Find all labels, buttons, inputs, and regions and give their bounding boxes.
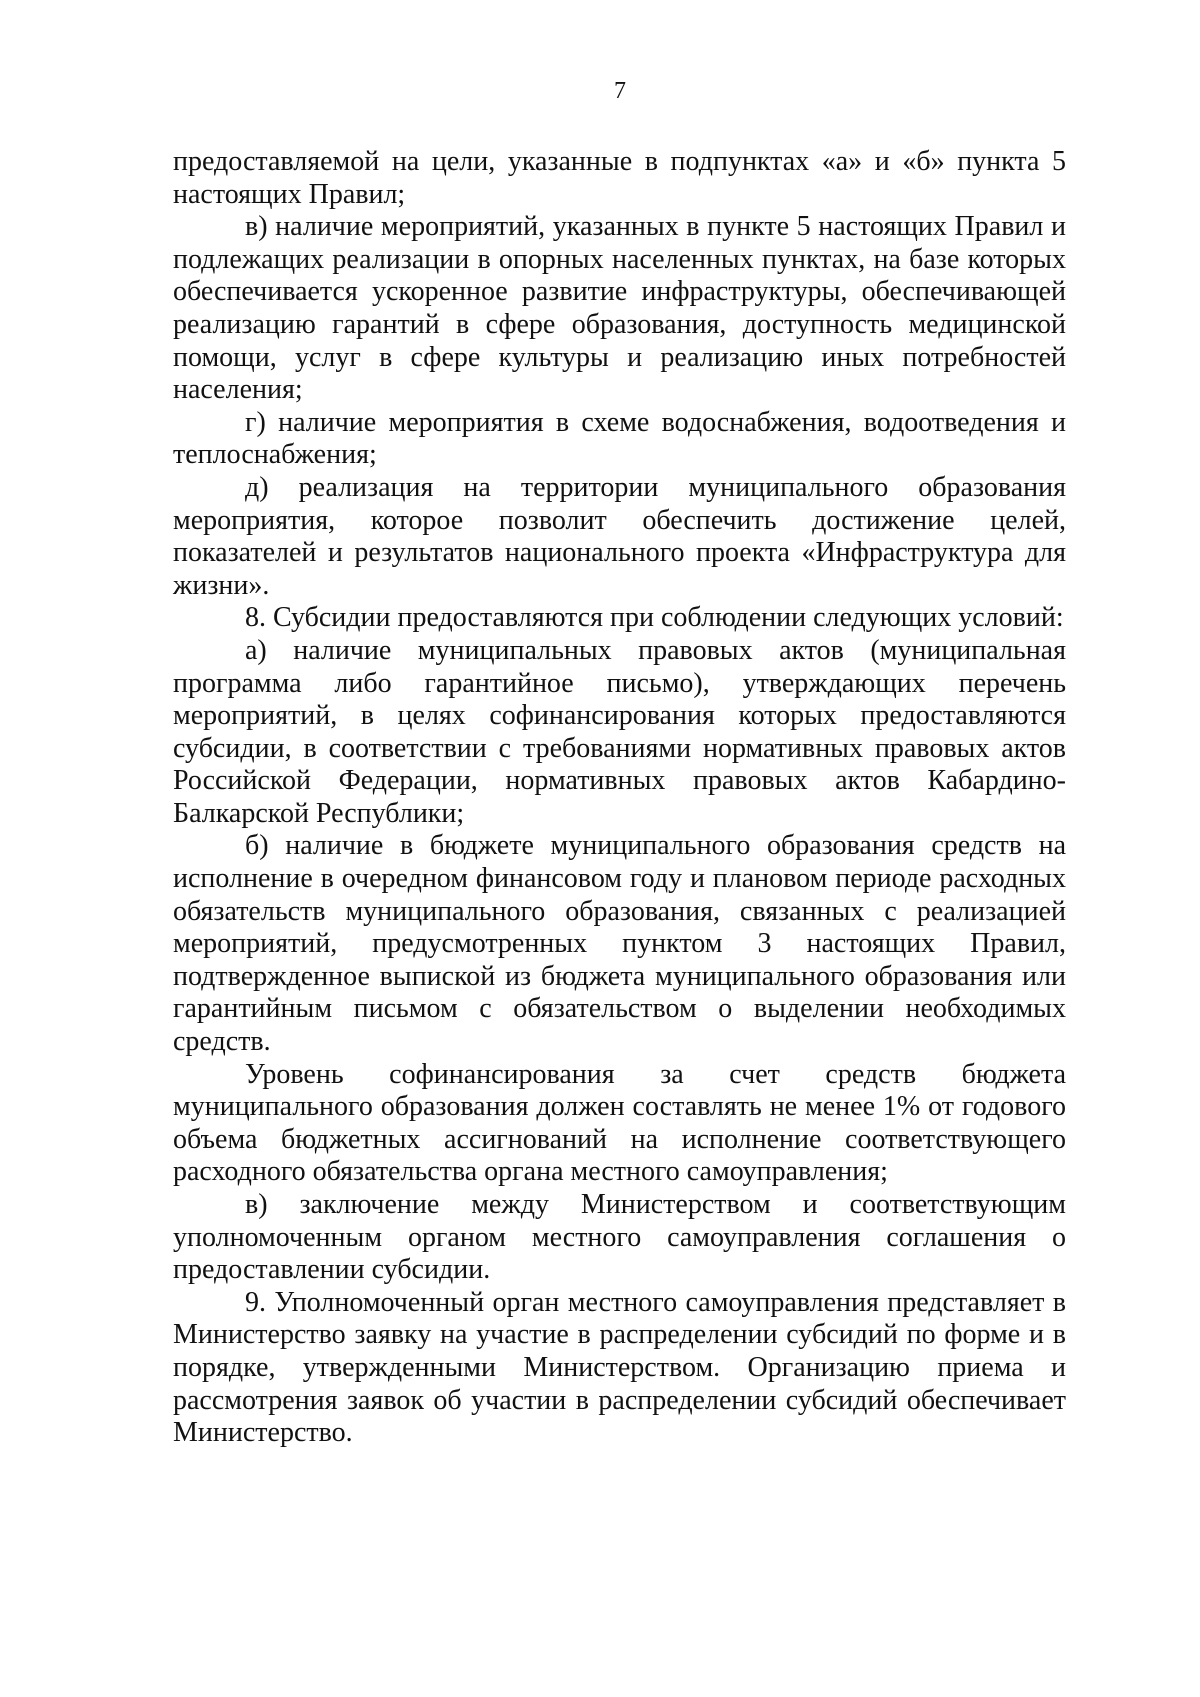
paragraph-item-b: б) наличие в бюджете муниципального образования средств на исполнение в очередном финансовом году и плановом периоде расходных обязательств муниципального образования, связанных с реализацией мероприятий, предусмотренных пунктом 3 настоящих Правил, подтвержденное выпиской из бюджета муниципального образования или гарантийным письмом с обязательством о выделении необходимых средств. — [173, 830, 1066, 1058]
paragraph-section-9: 9. Уполномоченный орган местного самоуправления представляет в Министерство заявку на участие в распределении субсидий по форме и в порядке, утвержденными Министерством. Организацию приема и рассмотрения заявок об участии в распределении субсидий обеспечивает Министерство. — [173, 1286, 1066, 1449]
paragraph-item-d: д) реализация на территории муниципального образования мероприятия, которое позволит обеспечить достижение целей, показателей и результатов национального проекта «Инфраструктура для жизни». — [173, 471, 1066, 601]
paragraph-item-a: а) наличие муниципальных правовых актов (муниципальная программа либо гарантийное письмо), утверждающих перечень мероприятий, в целях софинансирования которых предоставляются субсидии, в соответствии с требованиями нормативных правовых актов Российской Федерации, нормативных правовых актов Кабардино-Балкарской Республики; — [173, 634, 1066, 829]
document-body — [173, 146, 1066, 1450]
page-number: 7 — [614, 78, 626, 104]
paragraph-cofinancing-level: Уровень софинансирования за счет средств бюджета муниципального образования должен составлять не менее 1% от годового объема бюджетных ассигнований на исполнение соответствующего расходного обязательства органа местного самоуправления; — [173, 1058, 1066, 1188]
paragraph-section-8: 8. Субсидии предоставляются при соблюдении следующих условий: — [245, 602, 1064, 634]
paragraph-item-v: в) наличие мероприятий, указанных в пункте 5 настоящих Правил и подлежащих реализации в опорных населенных пунктах, на базе которых обеспечивается ускоренное развитие инфраструктуры, обеспечивающей реализацию гарантий в сфере образования, доступность медицинской помощи, услуг в сфере культуры и реализацию иных потребностей населения; — [173, 211, 1066, 406]
paragraph-continuation: предоставляемой на цели, указанные в подпунктах «а» и «б» пункта 5 настоящих Правил; — [173, 146, 1066, 210]
paragraph-item-v-agreement: в) заключение между Министерством и соответствующим уполномоченным органом местного самоуправления соглашения о предоставлении субсидии. — [173, 1189, 1066, 1286]
paragraph-item-g: г) наличие мероприятия в схеме водоснабжения, водоотведения и теплоснабжения; — [173, 406, 1066, 471]
